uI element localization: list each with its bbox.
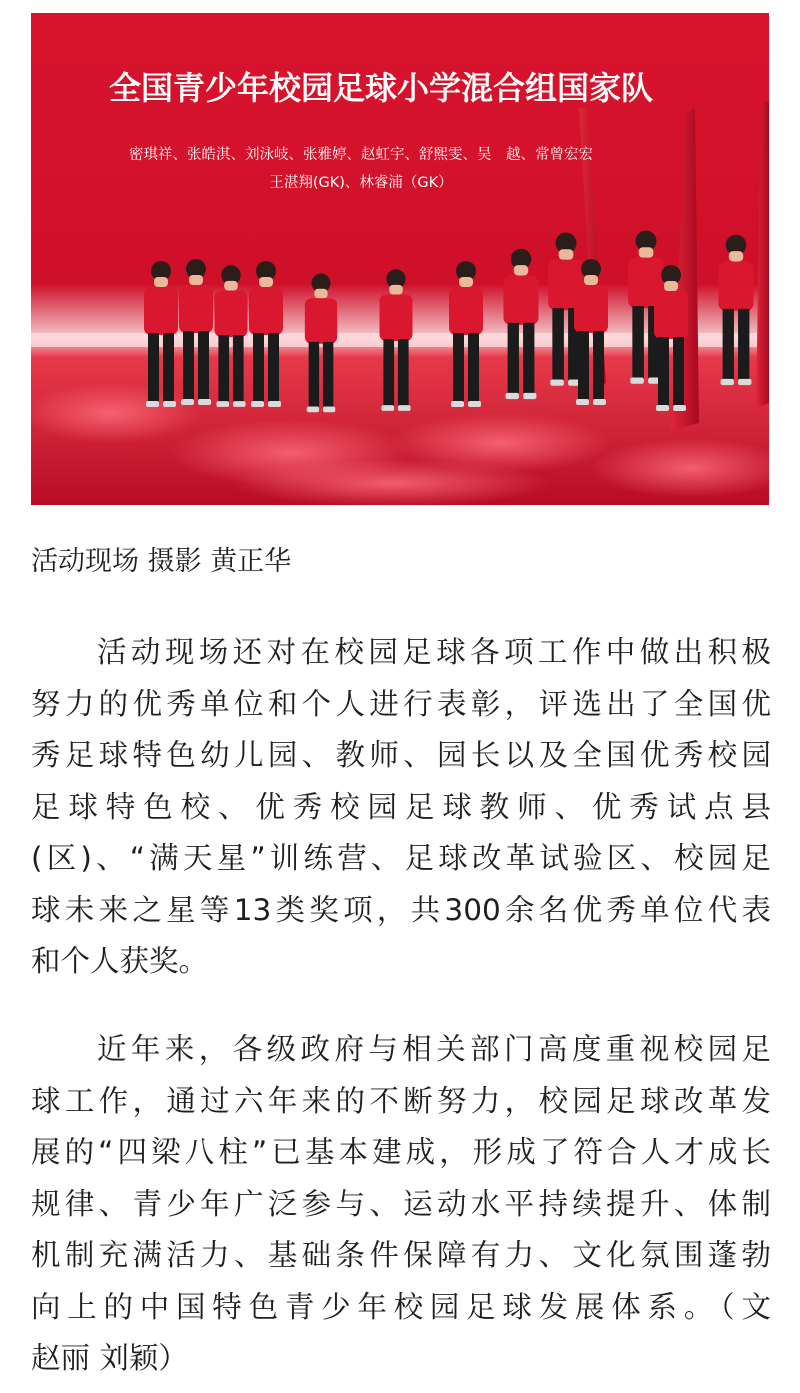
photo-banner-title: 全国青少年校园足球小学混合组国家队 xyxy=(108,69,653,107)
photo-names-line: 王湛翔(GK)、林睿浦（GK） xyxy=(269,175,453,191)
paragraph-development xyxy=(31,1024,771,1385)
paragraph-line: 规律、青少年广泛参与、运动水平持续提升、体制 xyxy=(31,1186,771,1221)
paragraph-line: 向上的中国特色青少年校园足球发展体系。（文 xyxy=(31,1289,771,1324)
event-photo xyxy=(31,13,769,505)
paragraph-line: 近年来，各级政府与相关部门高度重视校园足 xyxy=(97,1032,771,1066)
paragraph-line: 机制充满活力、基础条件保障有力、文化氛围蓬勃 xyxy=(31,1238,771,1272)
paragraph-line: 秀足球特色幼儿园、教师、园长以及全国优秀校园 xyxy=(31,738,771,772)
paragraph-line: 足球特色校、优秀校园足球教师、优秀试点县 xyxy=(31,789,771,824)
floor-light xyxy=(231,459,551,505)
paragraph-line: 赵丽 刘颖） xyxy=(31,1341,188,1375)
paragraph-line: 努力的优秀单位和个人进行表彰，评选出了全国优 xyxy=(31,686,771,721)
paragraph-line: 展的“四梁八柱”已基本建成，形成了符合人才成长 xyxy=(31,1135,771,1169)
photo-caption: 活动现场 摄影 黄正华 xyxy=(31,546,292,577)
paragraph-line: 和个人获奖。 xyxy=(31,944,209,978)
photo-banner-names xyxy=(81,141,641,197)
photo-names-line: 密琪祥、张皓淇、刘泳岐、张雅婷、赵虹宇、舒熙雯、吴 越、常曾宏宏 xyxy=(129,147,593,163)
paragraph-line: 活动现场还对在校园足球各项工作中做出积极 xyxy=(97,635,771,669)
paragraph-line: 球工作，通过六年来的不断努力，校园足球改革发 xyxy=(31,1083,771,1118)
paragraph-line: 球未来之星等13类奖项，共300余名优秀单位代表 xyxy=(31,892,771,927)
paragraph-awards xyxy=(31,627,771,988)
paragraph-line: (区)、“满天星”训练营、足球改革试验区、校园足 xyxy=(31,841,771,875)
